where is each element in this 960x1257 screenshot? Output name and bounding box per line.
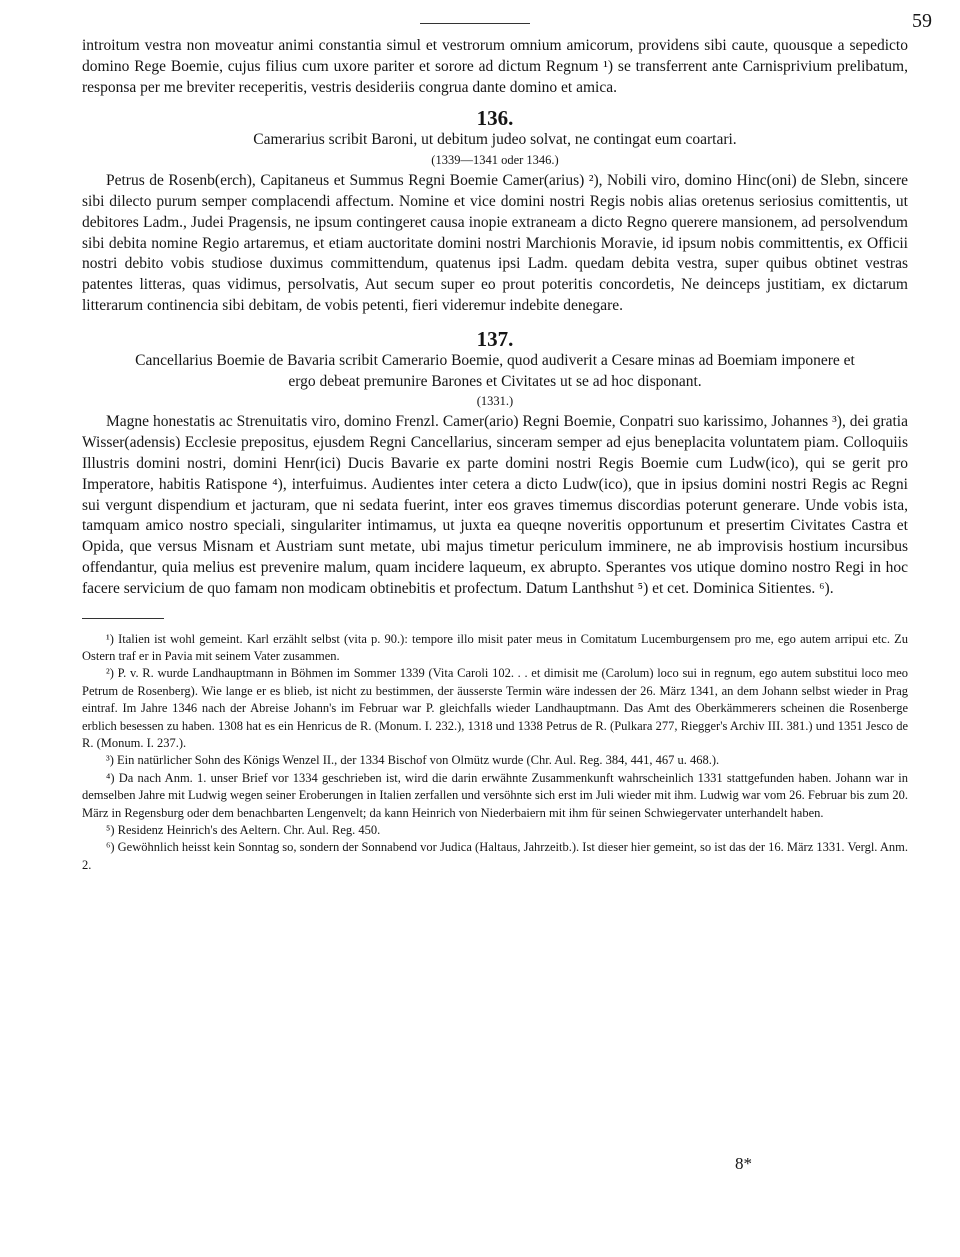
document-text: Magne honestatis ac Strenuitatis viro, domino Frenzl. Camer(ario) Regni Boemie, Conpatri suo karissimo, Johannes ³), dei gratia Wisser(adensis) Ecclesie prepositus, ejusdem Regni Cancellarius, sinceram semper ad ejus beneplacita voluntatem piam. Colloquiis Illustris domini nostri, domini Henr(ici) Ducis Bavarie ex parte domini nostri Regis Boemie cum Ludw(ico), qui se gerit pro Imperatore, habitis Ratispone ⁴), interfuimus. Audientes inter cetera a dicto Ludw(ico), que in ipsius domini nostri Regis ac Regni sui vergunt dispendium et jacturam, que ni sedata fuerint, inter eos graves timemus discordias poterunt generare. Unde vobis ista, tamquam amico nostro speciali, singulariter intimamus, ut juxta ea queqne noveritis opportunum et presertim Civitates Castra et Opida, que versus Misnam et Austriam sunt metate, ubi majus timetur periculum imminere, ne ab improvisis hostium incursibus offendantur, quia melius est prevenire malum, quam incidere laqueum, ex abrupto. Sperantes vos utique domino nostro Regi in hoc facere servicium de quo famam non modicam obtinebitis et profectum. Datum Lanthshut ⁵) et cet. Dominica Sitientes. ⁶). <box>82 413 908 597</box>
footnote-separator <box>82 618 164 619</box>
footnote: ⁵) Residenz Heinrich's des Aeltern. Chr. Aul. Reg. 450. <box>106 823 381 837</box>
intro-paragraph: introitum vestra non moveatur animi constantia simul et vestrorum omnium amicorum, providens sibi caute, quousque a sepedicto domino Rege Boemie, cujus filius cum uxore pariter et sorore ad dictum Regnum ¹) se transferrent ante Carnisprivium prelibatum, responsa per me breviter receperitis, vestris desideriis congrua dante domino et amica. <box>82 37 908 96</box>
document-136 <box>82 106 908 316</box>
document-title: Camerarius scribit Baroni, ut debitum judeo solvat, ne contingat eum coartari. <box>253 131 737 149</box>
document-date: (1339—1341 oder 1346.) <box>431 153 559 168</box>
header-rule <box>420 23 530 24</box>
footnote: ³) Ein natürlicher Sohn des Königs Wenzel II., der 1334 Bischof von Olmütz wurde (Chr. Aul. Reg. 384, 441, 467 u. 468.). <box>106 753 720 768</box>
footnote: ²) P. v. R. wurde Landhauptmann in Böhmen im Sommer 1339 (Vita Caroli 102. . . et dimisit me (Carolum) loco sui in regnum, ego autem substitui loco meo Petrum de Rosenberg). Wie lange er es blieb, ist nicht zu bestimmen, der äusserste Termin wäre indessen der 26. März 1341, an dem Johann selbst wieder in Prag eintraf. Im Jahre 1346 nach der Abreise Johann's im Februar war P. gleichfalls wieder Landhauptmann. Das Amt des Oberkämmerers scheinen die Rosenberge erblich besessen zu haben. 1308 hat es ein Henricus de R. (Monum. I. 232.), 1318 und 1338 Petrus de R. (Pulkara 277, Riegger's Archiv III. 381.) und 1351 Jesco de R. (Monum. I. 237.). <box>82 666 908 750</box>
signature-mark: 8* <box>735 1154 752 1173</box>
footnote: ⁴) Da nach Anm. 1. unser Brief vor 1334 geschrieben ist, wird die darin erwähnte Zusammenkunft wahrscheinlich 1331 stattgefunden haben. Johann war in demselben Jahre mit Ludwig wegen seiner Eroberungen in Italien zerfallen und versöhnte sich erst im Juli wieder mit ihm. Ludwig war vom 26. Februar bis zum 20. März in Regensburg oder dem benachbarten Lengenvelt; da kann Heinrich von Niederbaiern mit ihm für seinen Schwiegervater unterhandelt haben. <box>82 770 908 820</box>
document-137 <box>82 327 908 600</box>
footnote: ⁶) Gewöhnlich heisst kein Sonntag so, sondern der Sonnabend vor Judica (Haltaus, Jahrzeitb.). Ist dieser hier gemeint, so ist das der 16. März 1331. Vergl. Anm. 2. <box>82 840 908 872</box>
document-date: (1331.) <box>476 394 514 409</box>
page-number: 59 <box>912 10 932 32</box>
document-text: Petrus de Rosenb(erch), Capitaneus et Summus Regni Boemie Camer(arius) ²), Nobili viro, domino Hinc(oni) de Slebn, sincere sibi dilecto purum semper complacendi affectum. Nomine et vice domini nostri Regis nobis alias oretenus seriosius comittentis, ut debitores Ladm., Judei Pragensis, ne ipsum contingeret causa inopie extraneam a dicto Regno querere mansionem, ad persolvendum sibi debita nomine Regio artaremus, et etiam auctoritate domini nostri Marchionis Moravie, id ipsum nobis committentis, ex Officii nostri debito vobis studiose duximus committendum, quatenus ipsi Ladm. quedam debita vestra, super quibus obtinet vestras patentes litteras, quas vidimus, persolvatis, Aut secum super eo prout poteritis concordetis, Ne deinceps justitiam, ex dictarum litterarum continencia sibi debitam, de vobis petenti, fieri videremur indebite denegare. <box>82 172 908 314</box>
document-number: 136. <box>476 106 514 131</box>
footnotes <box>82 631 908 875</box>
document-number: 137. <box>476 326 514 351</box>
document-title: Cancellarius Boemie de Bavaria scribit Camerario Boemie, quod audiverit a Cesare minas ad Boemiam imponere et ergo debeat premunire Barones et Civitates ut se ad hoc disponant. <box>135 351 855 390</box>
page-body <box>82 36 908 874</box>
footnote: ¹) Italien ist wohl gemeint. Karl erzählt selbst (vita p. 90.): tempore illo misit pater meus in Comitatum Lucemburgensem pro me, ego autem arripui etc. Zu Ostern traf er in Pavia mit seinem Vater zusammen. <box>82 631 908 663</box>
